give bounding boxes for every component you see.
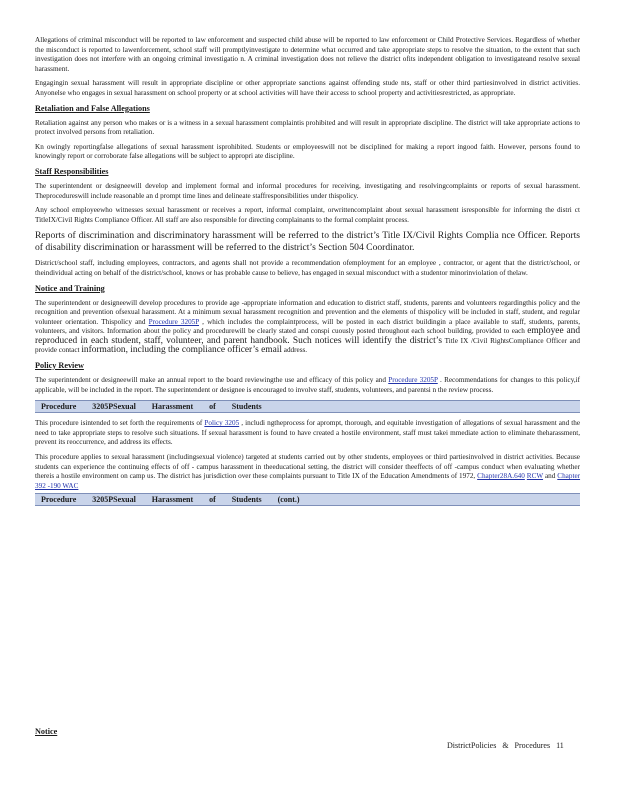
intent-text-2: , includi ngtheprocess for aprompt, thorough, and equitable investigation of allegations of sexual harassment and the need to take appropriate steps to resolve such situations. If sexual harassment is found to have created a hostile environment, staff must takei mmediate action to eliminate theharassment, prevent its reoccurrence, and address its effects. [35,419,581,447]
training-text-4: Title IX /Civil RightsCompliance Officer and provide contact [35,336,581,355]
training-text-5: information, including the compliance officer’s email [81,345,282,356]
review-text-2: . Recommendations for changes to this policy,if applicable, will be included in the report. The superintendent or designee is encouraged to involve staff, students, volunteers, and parentsi n the review process. [35,376,581,394]
paragraph-recommendations: District/school staff, including employees, contractors, and agents shall not provide a recommendation ofemployment for an employee , contractor, or agent that the district/school, or theindividual acting on behalf of the district/school, knows or has probable cause to believe, has engaged in sexual misconduct with a studentor minorinviolation of thelaw. [35,259,580,277]
training-text-1: The superintendent or designeewill develop procedures to provide age -appropriate information and education to district staff, students, parents and volunteers regardingthis policy and the recognition and prevention ofsexual harassment. At a minimum sexual harassment recognition and prevention and the elements of thispolicy will be included in staff, student, and regular volunteer orientation. Thispolicy and [35,298,580,326]
procedure-3205p-link[interactable]: Procedure 3205P [148,317,200,326]
paragraph-discipline: Engagingin sexual harassment will result in appropriate discipline or other appropriate sanctions against offending stude nts, staff or other third partiesinvolved in district activities. Anyonelse who engages in sexual harassment on school property or at school activities will have their access to school property and activitiesrestricted, as appropriate. [35,79,580,97]
training-text-3: employee and reproduced in each student, staff, volunteer, and parent handbook. Such notices will identify the district’s [35,326,581,346]
procedure-banner: Procedure 3205PSexual Harassment of Students [35,400,580,413]
paragraph-procedure-intent [35,419,580,448]
heading-notice-training: Notice and Training [35,283,105,293]
paragraph-procedures: The superintendent or designeewill develop and implement formal and informal procedures for receiving, investigating and resolvingcomplaints or reports of sexual harassment. Theprocedureswill include reasonable an d prompt time lines and delineate staffresponsibilities under thispolicy. [35,181,580,200]
page-footer: DistrictPolicies & Procedures 11 [447,741,564,750]
procedure-banner-cont: Procedure 3205PSexual Harassment of Students (cont.) [35,493,580,506]
training-text-2: , which includes the complaintprocess, will be posted in each district buildingin a place available to staff, students, parents, volunteers, and visitors. Information about the policy and procedurewill be clearly stated and conspi cuously posted throughout each school building, provided to each [35,317,581,336]
heading-retaliation: Retaliation and False Allegations [35,103,150,113]
document-body [35,36,580,512]
paragraph-retaliation: Retaliation against any person who makes or is a witness in a sexual harassment complaintis prohibited and will result in appropriate discipline. The district will take appropriate actions to protect involved persons from retaliation. [35,118,580,137]
review-text-1: The superintendent or designeewill make an annual report to the board reviewingthe use and efficacy of this policy and [35,376,386,385]
policy-3205-link[interactable]: Policy 3205 [204,419,240,428]
paragraph-training [35,299,580,357]
paragraph-policy-review [35,376,580,395]
procedure-3205p-link-2[interactable]: Procedure 3205P [388,376,438,385]
rcw-link[interactable]: RCW [526,472,544,481]
paragraph-procedure-scope [35,453,580,491]
chapter-392-190-wac-link[interactable]: Chapter 392 -190 WAC [35,472,581,490]
paragraph-referrals: Reports of discrimination and discriminatory harassment will be referred to the district’s Title IX/Civil Rights Complia nce Officer. Reports of disability discrimination or harassment will be referred to the district’s Section 504 Coordinator. [35,230,580,254]
paragraph-criminal-misconduct: Allegations of criminal misconduct will be reported to law enforcement and suspected child abuse will be reported to law enforcement or Child Protective Services. Regardless of whether the misconduct is reported to lawenforcement, school staff will promptlyinvestigate to determine what occurred and take appropriate steps to resolve the situation, to the extent that such investigation does not interfere with an ongoing criminal investigatio n. A criminal investigation does not relieve the district ofits independent obligation to investigateand resolve sexual harassment. [35,36,580,73]
training-text-6: address. [283,346,308,355]
heading-notice: Notice [35,727,58,736]
paragraph-false-allegations: Kn owingly reportingfalse allegations of sexual harassment isprohibited. Students or employeeswill not be disciplined for making a report ingood faith. However, persons found to knowingly report or corroborate false allegations will be subject to appropri ate discipline. [35,142,580,161]
chapter-28a640-link[interactable]: Chapter28A.640 [477,472,525,481]
scope-text-1: This procedure applies to sexual harassment (includingsexual violence) targeted at students carried out by other students, employees or third partiesinvolved in district activities. Because students can experience the continuing effects of off - campus harassment in theeducational setting, the district will consider theeffects of off -campus conduct when evaluating whether thereis a hostile environment on camp us. The district has jurisdiction over these complaints pursuant to Title IX of the Education Amendments of 1972, [35,453,580,481]
heading-staff-responsibilities: Staff Responsibilities [35,166,109,176]
intent-text-1: This procedure isintended to set forth the requirements of [35,419,203,428]
scope-and: and [544,472,556,481]
heading-policy-review: Policy Review [35,361,84,371]
paragraph-employee-reports: Any school employeewho witnesses sexual harassment or receives a report, informal complaint, orwrittencomplaint about sexual harassment isresponsible for informing the distri ct TitleIX/Civil Rights Compliance Officer. All staff are also responsible for directing complainants to the formal complaint process. [35,206,580,224]
